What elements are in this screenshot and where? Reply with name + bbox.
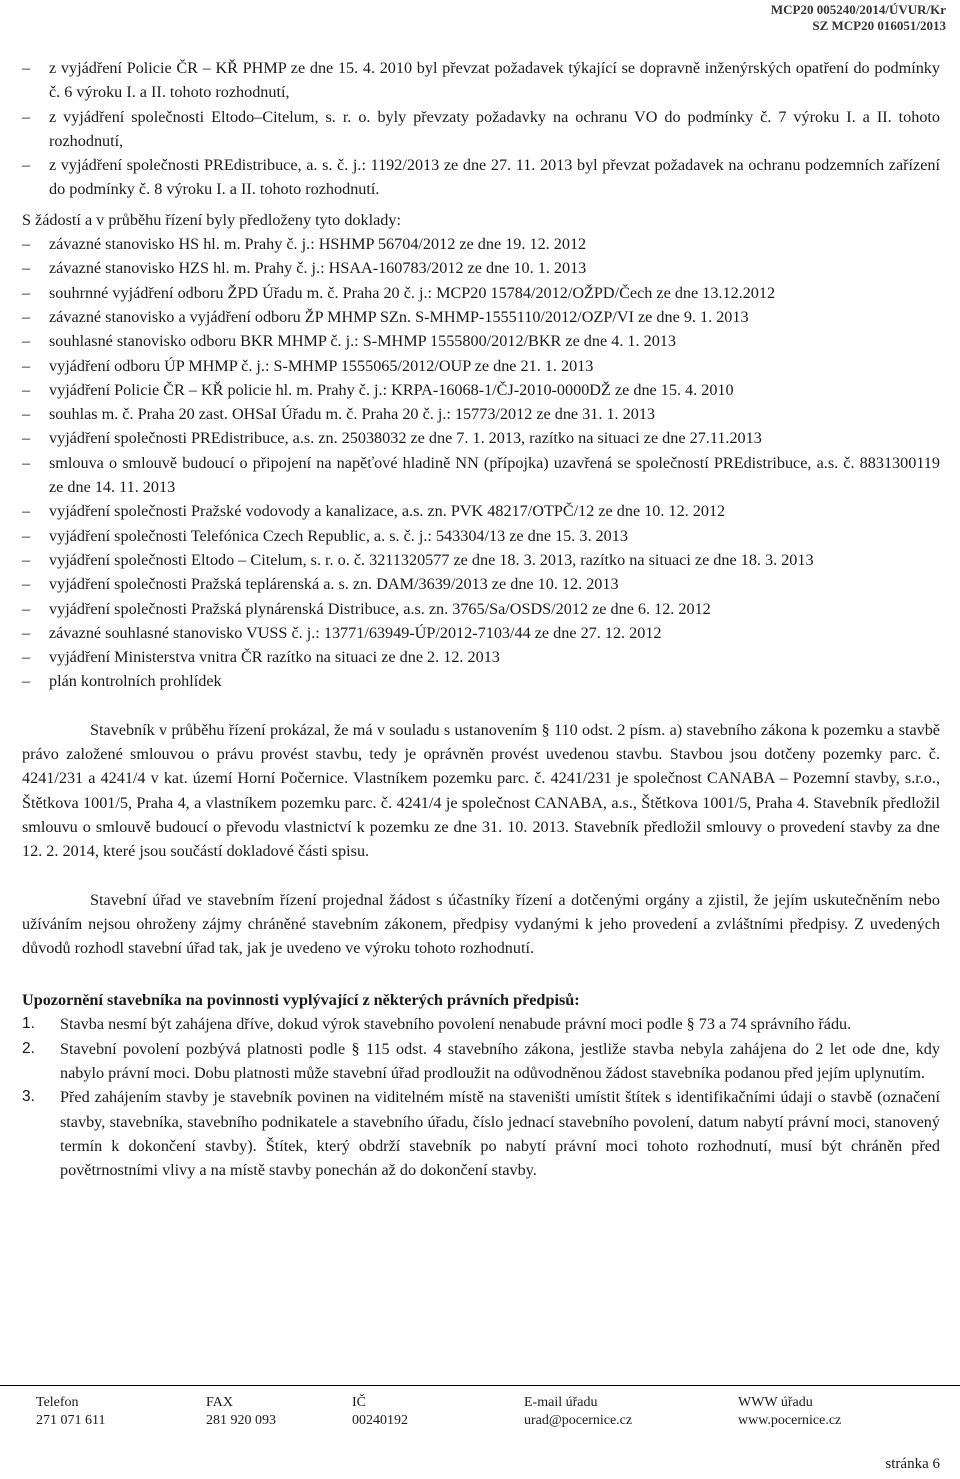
list-item: – vyjádření společnosti Pražská teplárenská a. s. zn. DAM/3639/2013 ze dne 10. 12. 2013 (22, 572, 940, 596)
documents-list (22, 232, 940, 694)
list-item: – souhrnné vyjádření odboru ŽPD Úřadu m. č. Praha 20 č. j.: MCP20 15784/2012/OŽPD/Čech ze dne 13.12.2012 (22, 281, 940, 305)
warning-heading: Upozornění stavebníka na povinnosti vyplývající z některých právních předpisů: (22, 991, 580, 1010)
list-item: – vyjádření společnosti PREdistribuce, a.s. zn. 25038032 ze dne 7. 1. 2013, razítko na situaci ze dne 27.11.2013 (22, 426, 940, 450)
list-item: – závazné stanovisko HZS hl. m. Prahy č. j.: HSAA-160783/2012 ze dne 10. 1. 2013 (22, 256, 940, 280)
list-item: – souhlas m. č. Praha 20 zast. OHSaI Úřadu m. č. Praha 20 č. j.: 15773/2012 ze dne 31. 1. 2013 (22, 402, 940, 426)
list-item: – z vyjádření společnosti PREdistribuce, a. s. č. j.: 1192/2013 ze dne 27. 11. 2013 byl převzat požadavek na ochranu podzemních zařízení do podmínky č. 8 výroku I. a II. tohoto rozhodnutí. (22, 153, 940, 202)
footer-ic (352, 1394, 408, 1430)
page-footer (0, 1385, 960, 1446)
footer-label: Telefon (36, 1395, 79, 1410)
warning-text: Stavební povolení pozbývá platnosti podle § 115 odst. 4 stavebního zákona, jestliže stavba nebyla zahájena do 2 let ode dne, kdy nabylo právní moci. Dobu platnosti může stavební úřad prodloužit na odůvodněnou žádost stavebníka podanou před jejím uplynutím. (60, 1039, 940, 1082)
document-reference (771, 2, 946, 34)
warnings-list (22, 1012, 940, 1182)
footer-www (738, 1394, 841, 1430)
reference-line-2: SZ MCP20 016051/2013 (812, 18, 946, 33)
list-item: – z vyjádření společnosti Eltodo–Citelum, s. r. o. byly převzaty požadavky na ochranu VO do podmínky č. 7 výroku I. a II. tohoto rozhodnutí, (22, 105, 940, 154)
footer-phone (36, 1394, 105, 1430)
footer-value: 281 920 093 (206, 1413, 276, 1428)
warning-text: Před zahájením stavby je stavebník povinen na viditelném místě na staveništi umístit štítek s identifikačními údaji o stavbě (označení stavby, stavebníka, stavebního podnikatele a stavebního úřadu, číslo jednací stavebního povolení, datum nabytí právní moci, stanovený termín k dokončení stavby). Štítek, který obdrží stavebník po nabytí právní moci tohoto rozhodnutí, musí být chráněn před povětrnostními vlivy a na místě stavby ponechán až do dokončení stavby. (60, 1088, 940, 1180)
contact-info (0, 1386, 960, 1446)
footer-value: 00240192 (352, 1413, 408, 1428)
list-item: – závazné stanovisko HS hl. m. Prahy č. j.: HSHMP 56704/2012 ze dne 19. 12. 2012 (22, 232, 940, 256)
list-item: – vyjádření společnosti Pražské vodovody a kanalizace, a.s. zn. PVK 48217/OTPČ/12 ze dne 10. 12. 2012 (22, 499, 940, 523)
document-body (22, 56, 940, 1182)
warning-number: 1. (22, 1015, 35, 1033)
footer-label: E-mail úřadu (524, 1395, 598, 1410)
ownership-paragraph: Stavebník v průběhu řízení prokázal, že má v souladu s ustanovením § 110 odst. 2 písm. a) stavebního zákona k pozemku a stavbě právo založené smlouvou o právu provést stavbu, tedy je oprávněn provést uvedenou stavbu. Stavbou jsou dotčeny pozemky parc. č. 4241/231 a 4241/4 v kat. území Horní Počernice. Vlastníkem pozemku parc. č. 4241/231 je společnost CANABA – Pozemní stavby, s.r.o., Štětkova 1001/5, Praha 4, a vlastníkem pozemku parc. č. 4241/4 je společnost CANABA, a.s., Štětkova 1001/5, Praha 4. Stavebník předložil smlouvu o smlouvě budoucí o převodu vlastnictví k pozemku ze dne 31. 10. 2013. Stavebník předložil smlouvy o provedení stavby za dne 12. 2. 2014, které jsou součástí dokladové části spisu. (22, 720, 940, 861)
footer-label: IČ (352, 1395, 366, 1410)
warning-text: Stavba nesmí být zahájena dříve, dokud výrok stavebního povolení nenabude právní moci podle § 73 a 74 správního řádu. (60, 1015, 852, 1034)
list-item: – závazné souhlasné stanovisko VUSS č. j.: 13771/63949-ÚP/2012-7103/44 ze dne 27. 12. 2012 (22, 621, 940, 645)
footer-value: www.pocernice.cz (738, 1413, 842, 1428)
page-number: stránka 6 (885, 1456, 940, 1472)
footer-label: WWW úřadu (738, 1395, 813, 1410)
decision-paragraph: Stavební úřad ve stavebním řízení projednal žádost s účastníky řízení a dotčenými orgány a zjistil, že jejím uskutečněním nebo užíváním nejsou ohroženy zájmy chráněné stavebním zákonem, předpisy vydanými k jeho provedení a zvláštními předpisy. Z uvedených důvodů rozhodl stavební úřad tak, jak je uvedeno ve výroku tohoto rozhodnutí. (22, 890, 940, 958)
warning-item (22, 1037, 940, 1086)
reference-line-1: MCP20 005240/2014/ÚVUR/Kr (770, 2, 946, 17)
list-item: – vyjádření Policie ČR – KŘ policie hl. m. Prahy č. j.: KRPA-16068-1/ČJ-2010-0000DŽ ze dne 15. 4. 2010 (22, 378, 940, 402)
list-item: – smlouva o smlouvě budoucí o připojení na napěťové hladině NN (přípojka) uzavřená se společností PREdistribuce, a.s. č. 8831300119 ze dne 14. 11. 2013 (22, 451, 940, 500)
footer-email (524, 1394, 632, 1430)
list-item: – vyjádření Ministerstva vnitra ČR razítko na situaci ze dne 2. 12. 2013 (22, 645, 940, 669)
footer-value: 271 071 611 (36, 1413, 106, 1428)
list-item: – plán kontrolních prohlídek (22, 669, 940, 693)
list-item: – vyjádření společnosti Pražská plynárenská Distribuce, a.s. zn. 3765/Sa/OSDS/2012 ze dne 6. 12. 2012 (22, 597, 940, 621)
list-item: – závazné stanovisko a vyjádření odboru ŽP MHMP SZn. S-MHMP-1555110/2012/OZP/VI ze dne 9. 1. 2013 (22, 305, 940, 329)
footer-value: urad@pocernice.cz (524, 1413, 633, 1428)
warning-number: 3. (22, 1088, 35, 1106)
list-item: – souhlasné stanovisko odboru BKR MHMP č. j.: S-MHMP 1555800/2012/BKR ze dne 4. 1. 2013 (22, 329, 940, 353)
warning-number: 2. (22, 1039, 35, 1057)
warning-item (22, 1085, 940, 1182)
footer-fax (206, 1394, 276, 1430)
list-item: – z vyjádření Policie ČR – KŘ PHMP ze dne 15. 4. 2010 byl převzat požadavek týkající se dopravně inženýrských opatření do podmínky č. 6 výroku I. a II. tohoto rozhodnutí, (22, 56, 940, 105)
list-item: – vyjádření společnosti Telefónica Czech Republic, a. s. č. j.: 543304/13 ze dne 15. 3. 2013 (22, 524, 940, 548)
requirements-list (22, 56, 940, 202)
list-item: – vyjádření odboru ÚP MHMP č. j.: S-MHMP 1555065/2012/OUP ze dne 21. 1. 2013 (22, 354, 940, 378)
warning-item (22, 1012, 940, 1036)
documents-intro: S žádostí a v průběhu řízení byly předloženy tyto doklady: (22, 210, 401, 229)
list-item: – vyjádření společnosti Eltodo – Citelum, s. r. o. č. 3211320577 ze dne 18. 3. 2013, razítko na situaci ze dne 18. 3. 2013 (22, 548, 940, 572)
footer-label: FAX (206, 1395, 233, 1410)
